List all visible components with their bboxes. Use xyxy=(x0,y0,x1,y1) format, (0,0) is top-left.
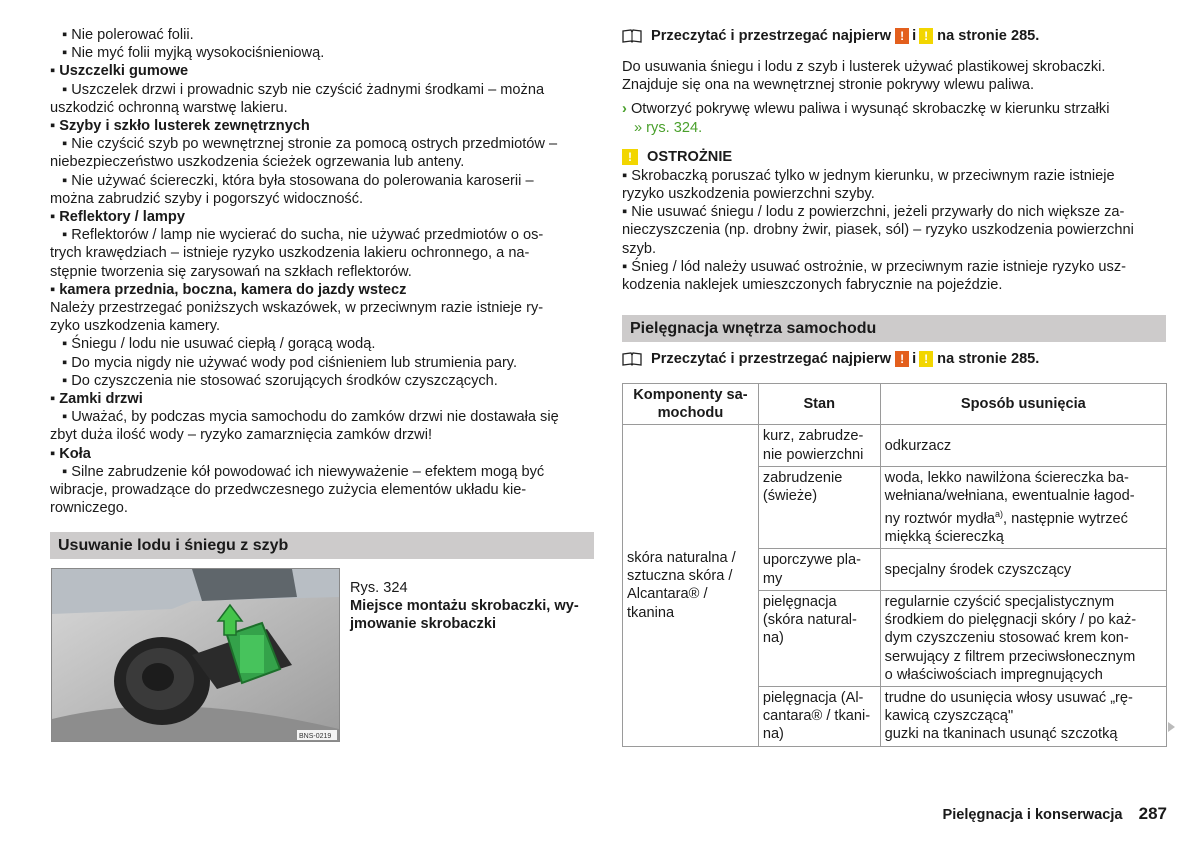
read-first-page-ref[interactable]: na stronie 285. xyxy=(937,350,1040,367)
left-text-block xyxy=(50,26,596,517)
warning-yellow-icon: ! xyxy=(622,149,638,165)
caution-header xyxy=(622,147,1168,167)
text-line: ▪ Do mycia nigdy nie używać wody pod ciśnieniem lub strumienia pary. xyxy=(62,354,518,371)
state-cell: zabrudzenie (świeże) xyxy=(758,466,880,549)
text-line: ▪ Silne zabrudzenie kół powodować ich niewyważenie – efektem mogą być xyxy=(62,463,545,480)
caution-line: ▪ Nie usuwać śniegu / lodu z powierzchni, jeżeli przywarły do nich większe za- xyxy=(622,204,1125,221)
text-line: ▪ Nie polerować folii. xyxy=(62,27,194,43)
read-first-text: Przeczytać i przestrzegać najpierw xyxy=(651,350,892,367)
component-cell: skóra naturalna / sztuczna skóra / Alcantara® / tkanina xyxy=(623,425,759,746)
interior-care-table xyxy=(622,383,1167,747)
method-cell: woda, lekko nawilżona ściereczka ba- wełniana/wełniana, ewentualnie łagod- ny roztwór mydła$^{a)}$, następnie wytrzeć miękką ściereczką xyxy=(880,466,1166,549)
caution-line: nieczyszczenia (np. drobny żwir, piasek, sól) – ryzyko uszkodzenia powierzchni xyxy=(622,222,1134,239)
ice-scraper-illustration xyxy=(52,569,339,741)
read-first-note-2 xyxy=(622,349,1039,369)
warning-yellow-icon: ! xyxy=(919,351,933,367)
read-first-text: Przeczytać i przestrzegać najpierw xyxy=(651,27,892,44)
method-cell: trudne do usunięcia włosy usuwać „rę- kawicą czyszczącą" guzki na tkaninach usunąć szczotką xyxy=(880,686,1166,746)
state-cell: pielęgnacja (skóra natural- na) xyxy=(758,590,880,686)
step-text: Otworzyć pokrywę wlewu paliwa i wysunąć skrobaczkę w kierunku strzałki xyxy=(630,101,1110,118)
column-header-method: Sposób usunięcia xyxy=(880,384,1166,425)
figure-code: BNS-0219 xyxy=(299,733,332,740)
subheading: ▪ Szyby i szkło lusterek zewnętrznych xyxy=(50,118,310,135)
text-line: ▪ Nie myć folii myjką wysokociśnieniową. xyxy=(62,45,325,62)
state-cell: kurz, zabrudze- nie powierzchni xyxy=(758,425,880,466)
text-line: wibracje, prowadzące do przedwczesnego zużycia elementów układu kie- xyxy=(50,482,527,499)
subheading: ▪ Uszczelki gumowe xyxy=(50,63,189,80)
method-cell: regularnie czyścić specjalistycznym środkiem do pielęgnacji skóry / po każ- dym czyszczeniu stosować krem kon- serwujący z filtrem przeciwsłonecznym o właściwościach impregnujących xyxy=(880,590,1166,686)
text-line: zbyt duża ilość wody – ryzyko zamarznięcia zamków drzwi! xyxy=(50,427,432,444)
subheading: ▪ Koła xyxy=(50,445,91,462)
state-cell: uporczywe pla- my xyxy=(758,549,880,590)
caution-line: kodzenia naklejek umieszczonych fabrycznie na pojeździe. xyxy=(622,277,1003,294)
caution-line: szyb. xyxy=(622,240,657,257)
text-line: ▪ Uważać, by podczas mycia samochodu do zamków drzwi nie dostawała się xyxy=(62,409,559,426)
warning-red-icon: ! xyxy=(895,28,909,44)
table-row xyxy=(623,425,1167,466)
method-cell: specjalny środek czyszczący xyxy=(880,549,1166,590)
text-line: ▪ Reflektorów / lamp nie wycierać do sucha, nie używać przedmiotów o os- xyxy=(62,227,544,244)
method-cell: odkurzacz xyxy=(880,425,1166,466)
figure-reference-link[interactable]: » rys. 324. xyxy=(634,119,703,136)
caution-line: ryzyko uszkodzenia powierzchni szyby. xyxy=(622,186,875,203)
table-header-row xyxy=(623,384,1167,425)
text-line: ▪ Do czyszczenia nie stosować szorujących środków czyszczących. xyxy=(62,372,498,389)
figure-caption-line2: jmowanie skrobaczki xyxy=(350,616,496,633)
read-first-and: i xyxy=(912,27,917,44)
next-page-arrow-icon[interactable] xyxy=(1168,722,1175,732)
caution-line: ▪ Śnieg / lód należy usuwać ostrożnie, w przeciwnym razie istnieje ryzyko usz- xyxy=(622,258,1126,275)
subheading: ▪ kamera przednia, boczna, kamera do jazdy wstecz xyxy=(50,281,407,298)
book-icon xyxy=(622,352,642,366)
footer-section-title: Pielęgnacja i konserwacja xyxy=(942,807,1123,823)
warning-red-icon: ! xyxy=(895,351,909,367)
caution-title: OSTROŻNIE xyxy=(647,148,733,165)
figure-caption-line1: Miejsce montażu skrobaczki, wy- xyxy=(350,598,579,615)
book-icon xyxy=(622,29,642,43)
column-header-component: Komponenty sa- mochodu xyxy=(623,384,759,425)
text-line: ▪ Nie używać ściereczki, która była stosowana do polerowania karoserii – xyxy=(62,172,534,189)
section-heading-interior-care: Pielęgnacja wnętrza samochodu xyxy=(622,315,1166,342)
instruction-step xyxy=(622,100,1168,118)
paragraph-line: Znajduje się ona na wewnętrznej stronie pokrywy wlewu paliwa. xyxy=(622,77,1035,94)
read-first-note-1 xyxy=(622,26,1168,46)
warning-yellow-icon: ! xyxy=(919,28,933,44)
read-first-page-ref[interactable]: na stronie 285. xyxy=(937,27,1040,44)
page-number: 287 xyxy=(1138,804,1167,823)
figure-ice-scraper xyxy=(51,568,340,742)
page-footer xyxy=(942,805,1167,824)
figure-number: Rys. 324 xyxy=(350,580,408,596)
text-line: stępnie tworzenia się zarysowań na szkłach reflektorów. xyxy=(50,263,412,280)
read-first-and: i xyxy=(912,350,917,367)
text-line: Należy przestrzegać poniższych wskazówek, w przeciwnym razie istnieje ry- xyxy=(50,300,544,317)
text-line: uszkodzić ochronną warstwę lakieru. xyxy=(50,99,288,116)
figure-caption xyxy=(350,579,590,634)
text-line: trych krawędziach – istnieje ryzyko uszkodzenia lakieru ochronnego, a na- xyxy=(50,245,530,262)
right-column xyxy=(622,26,1168,294)
text-line: ▪ Śniegu / lodu nie usuwać ciepłą / gorącą wodą. xyxy=(62,336,376,353)
subheading: ▪ Reflektory / lampy xyxy=(50,209,185,226)
paragraph-line: Do usuwania śniegu i lodu z szyb i lusterek używać plastikowej skrobaczki. xyxy=(622,59,1106,75)
text-line: można zabrudzić szyby i pogorszyć widoczność. xyxy=(50,190,364,207)
step-arrow-icon: › xyxy=(622,101,627,118)
text-line: ▪ Uszczelek drzwi i prowadnic szyb nie czyścić żadnymi środkami – można xyxy=(62,81,545,98)
text-line: zyko uszkodzenia kamery. xyxy=(50,318,221,335)
text-line: rowniczego. xyxy=(50,500,128,517)
left-column xyxy=(50,26,596,517)
text-line: niebezpieczeństwo uszkodzenia ścieżek ogrzewania lub anteny. xyxy=(50,154,465,171)
subheading: ▪ Zamki drzwi xyxy=(50,391,143,408)
caution-text xyxy=(622,167,1168,294)
column-header-state: Stan xyxy=(758,384,880,425)
text-line: ▪ Nie czyścić szyb po wewnętrznej stronie za pomocą ostrych przedmiotów – xyxy=(62,136,558,153)
state-cell: pielęgnacja (Al- cantara® / tkani- na) xyxy=(758,686,880,746)
section-heading-ice-removal: Usuwanie lodu i śniegu z szyb xyxy=(50,532,594,559)
caution-line: ▪ Skrobaczką poruszać tylko w jednym kierunku, w przeciwnym razie istnieje xyxy=(622,167,1115,184)
